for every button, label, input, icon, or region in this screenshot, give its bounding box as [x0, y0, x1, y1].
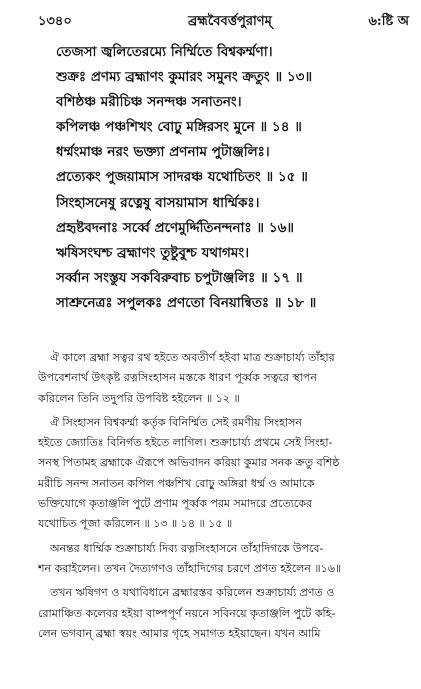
verse-line: সর্ব্বান সংস্তুয সকবিরুবাচ চপুটাঞ্জলিঃ ॥ ১৭ ॥: [56, 269, 303, 286]
text-line: করিলেন তিনি তদুপরি উপবিষ্ট হইলেন ॥ ১২ ॥: [38, 391, 240, 405]
text-line: মরীচি সনন্দ সনাতন কপিল পঞ্চশিখ বোঢ়ু অঙ্গিরা ধর্ম্ম ও আমাকে: [38, 476, 315, 490]
text-line: ভক্তিযোগে কৃতাঞ্জলি পুটে প্রণাম পূর্ব্বক পরম সমাদরে প্রত্যেকের: [38, 497, 313, 511]
page-number: ১৩৪০: [38, 14, 72, 29]
text-line: রোমাঞ্চিত কলেবর হইয়া বাষ্পপূর্ণ নয়নে সবিনয়ে কৃতাঞ্জলি পুটে কহি-: [38, 606, 336, 620]
page-header: [38, 8, 409, 32]
text-line: লেন ভগবান্‌ ব্রহ্মা স্বয়ং আমার গৃহে সমাগত হইয়াছেন। যখন আমি: [38, 626, 321, 640]
text-line: ঐ কালে ব্রহ্মা সত্বর রথ হইতে অবতীর্ণ হইবা মাত্র শুক্রাচার্য্য তাঁহার: [50, 351, 335, 364]
verse-line: সিংহাসনেষু রত্নেষু বাসয়ামাস ধার্ম্মিকঃ।: [56, 194, 260, 211]
verse-line: কপিলঞ্চ পঞ্চশিখং বোঢ়ু মঙ্গিরসং মুনে ॥ ১৪ ॥: [56, 119, 302, 136]
text-line: সনস্থ পিতামহ ব্রহ্মাকে ঐরূপে অভিবাদন করিয়া কুমার সনক ক্রতু বশিষ্ঠ: [38, 456, 340, 470]
translation-paragraph: [38, 348, 407, 409]
bengali-translation: [38, 348, 407, 648]
sanskrit-verses: [56, 40, 407, 316]
verse-line: প্রত্যেকং পুজয়ামাস সাদরঞ্চ যথোচিতং ॥ ১৫ ॥: [56, 169, 308, 186]
translation-paragraph: [38, 539, 407, 580]
verse-line: ধর্ম্মংমাঞ্চ নরং ভক্ত্যা প্রণনাম পুটাঞ্জলিঃ।: [56, 144, 270, 161]
text-line: ঐ সিংহাসন বিশ্বকর্ম্মা কর্তৃক বিনির্ম্মিত সেই রমণীয় সিংহাসন: [50, 415, 302, 429]
translation-paragraph: [38, 583, 407, 644]
running-title: ব্রহ্মবৈবর্ত্তপুরাণম্‌: [188, 14, 272, 29]
verse-line: ঋষিসংঘশ্চ ব্রহ্মাণং তুষ্টুবুশ্চ যথাগমং।: [56, 244, 250, 261]
text-line: হইতে জ্যোতিঃ বিনির্গত হইতে লাগিল। শুক্রাচার্য্য প্রথমে সেই সিংহা-: [38, 436, 333, 450]
chapter-marker: ৬:ষ্টি অ: [368, 14, 409, 29]
text-line: শন করাইলেন। তখন দৈত্যগণও তাঁহাদিগের চরণে প্রণত হইলেন ॥১৬॥: [38, 561, 342, 575]
verse-line: শুক্রঃ প্রণম্য ব্রহ্মাণং কুমারং সমুনং ক্রতুং ॥ ১৩॥: [56, 69, 313, 86]
text-line: উপবেশনার্থ উৎকৃষ্ট রত্নসিংহাসন মস্তকে ধারণ পূর্ব্বক সত্বরে স্থাপন: [38, 371, 317, 385]
text-line: যথোচিত পূজা করিলেন ॥ ১৩ ॥ ১৪ ॥ ১৫ ॥: [38, 517, 233, 531]
text-line: অনন্তর ধার্ম্মিক শুক্রাচার্য্য দিব্য রত্নসিংহাসনে তাঁহাদিগকে উপবে-: [50, 541, 324, 555]
verse-line: সাশ্রুনেত্রঃ সপুলকঃ প্রণতো বিনয়ান্বিতঃ ॥ ১৮ ॥: [56, 294, 317, 311]
text-line: তখন ঋষিগণ ও যথাবিধানে ব্রহ্মারস্তব করিলেন শুক্রাচার্য্য প্রণত ও: [50, 586, 335, 600]
verse-line: প্রহৃষ্টবদনাঃ সর্ব্বে প্রণেমুর্দ্দিতিনন্দনাঃ ॥ ১৬॥: [56, 219, 295, 236]
verse-line: বশিষ্ঠঞ্চ মরীচিঞ্চ সনন্দঞ্চ সনাতনং।: [56, 94, 242, 111]
verse-line: তেজসা জ্বলিতেরম্যে নির্ম্মিতে বিশ্বকর্ম্মণা।: [56, 44, 273, 60]
translation-paragraph: [38, 413, 407, 535]
